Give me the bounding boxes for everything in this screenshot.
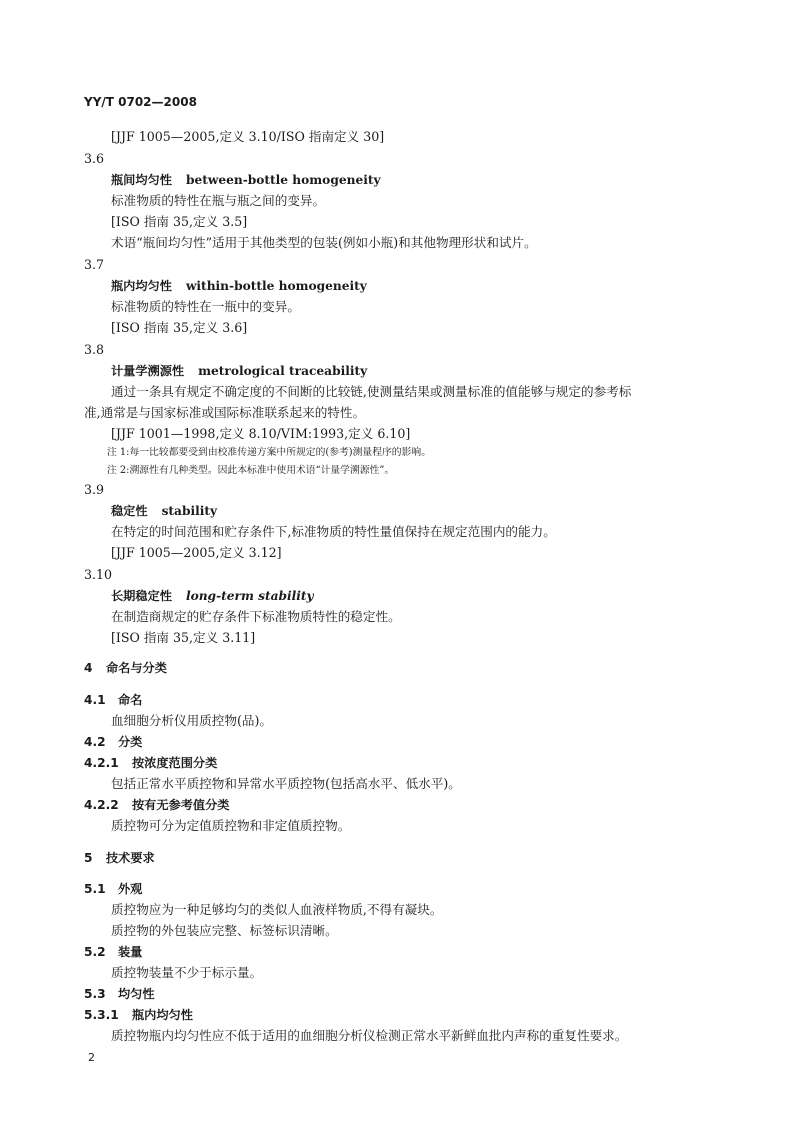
clause-number: 3.10 — [84, 567, 113, 582]
body-text: 包括正常水平质控物和异常水平质控物(包括高水平、低水平)。 — [111, 776, 461, 791]
section-heading-4-1: 4.1 命名 — [84, 693, 143, 707]
note-1: 注 1:每一比较都要受到由校准传递方案中所规定的(参考)测量程序的影响。 — [107, 447, 431, 458]
clause-number: 3.8 — [84, 342, 105, 357]
reference-line: [JJF 1005—2005,定义 3.12] — [111, 545, 282, 560]
definition-text: 通过一条具有规定不确定度的不间断的比较链,使测量结果或测量标准的值能够与规定的参考标 — [111, 384, 632, 399]
standard-code-header: YY/T 0702—2008 — [84, 95, 197, 109]
term-english: within-bottle homogeneity — [185, 279, 367, 293]
reference-line: [JJF 1001—1998,定义 8.10/VIM:1993,定义 6.10] — [111, 426, 411, 441]
body-text: 血细胞分析仪用质控物(品)。 — [111, 713, 272, 728]
reference-line: [ISO 指南 35,定义 3.6] — [111, 320, 248, 335]
definition-text: 标准物质的特性在一瓶中的变异。 — [111, 299, 300, 314]
body-text: 质控物的外包装应完整、标签标识清晰。 — [111, 923, 338, 938]
body-text: 质控物应为一种足够均匀的类似人血液样物质,不得有凝块。 — [111, 902, 443, 917]
term-english: long-term stability — [185, 589, 314, 603]
term-chinese: 计量学溯源性 — [111, 364, 185, 378]
term-heading — [111, 172, 381, 188]
term-chinese: 稳定性 — [111, 504, 148, 518]
term-heading — [111, 588, 314, 604]
term-heading — [111, 363, 367, 379]
section-heading-4: 4 命名与分类 — [84, 661, 167, 675]
clause-number: 3.7 — [84, 257, 105, 272]
page-number: 2 — [88, 1051, 95, 1064]
definition-text: 在制造商规定的贮存条件下标准物质特性的稳定性。 — [111, 609, 401, 624]
term-english: between-bottle homogeneity — [185, 173, 381, 187]
body-text: 质控物可分为定值质控物和非定值质控物。 — [111, 818, 351, 833]
section-heading-4-2-2: 4.2.2 按有无参考值分类 — [84, 798, 230, 812]
definition-text: 术语“瓶间均匀性”适用于其他类型的包装(例如小瓶)和其他物理形状和试片。 — [111, 235, 537, 250]
section-heading-5-3-1: 5.3.1 瓶内均匀性 — [84, 1008, 193, 1022]
note-2: 注 2:溯源性有几种类型。因此本标准中使用术语“计量学溯源性”。 — [107, 465, 395, 476]
term-chinese: 瓶内均匀性 — [111, 279, 172, 293]
term-heading — [111, 278, 367, 294]
reference-line: [ISO 指南 35,定义 3.5] — [111, 214, 248, 229]
section-heading-5-2: 5.2 装量 — [84, 945, 143, 959]
definition-text: 在特定的时间范围和贮存条件下,标准物质的特性量值保持在规定范围内的能力。 — [111, 524, 556, 539]
term-chinese: 瓶间均匀性 — [111, 173, 172, 187]
term-english: stability — [161, 504, 218, 518]
term-english: metrological traceability — [198, 364, 368, 378]
term-heading — [111, 503, 217, 519]
section-heading-4-2-1: 4.2.1 按浓度范围分类 — [84, 756, 218, 770]
reference-line: [ISO 指南 35,定义 3.11] — [111, 630, 256, 645]
definition-text: 准,通常是与国家标准或国际标准联系起来的特性。 — [84, 405, 366, 420]
section-heading-5-1: 5.1 外观 — [84, 882, 143, 896]
body-text: 质控物瓶内均匀性应不低于适用的血细胞分析仪检测正常水平新鲜血批内声称的重复性要求。 — [111, 1028, 628, 1043]
reference-line: [JJF 1005—2005,定义 3.10/ISO 指南定义 30] — [111, 129, 385, 144]
term-chinese: 长期稳定性 — [111, 589, 172, 603]
section-heading-5: 5 技术要求 — [84, 851, 155, 865]
section-heading-4-2: 4.2 分类 — [84, 735, 143, 749]
definition-text: 标准物质的特性在瓶与瓶之间的变异。 — [111, 193, 326, 208]
clause-number: 3.9 — [84, 482, 105, 497]
section-heading-5-3: 5.3 均匀性 — [84, 987, 155, 1001]
body-text: 质控物装量不少于标示量。 — [111, 965, 263, 980]
clause-number: 3.6 — [84, 151, 105, 166]
